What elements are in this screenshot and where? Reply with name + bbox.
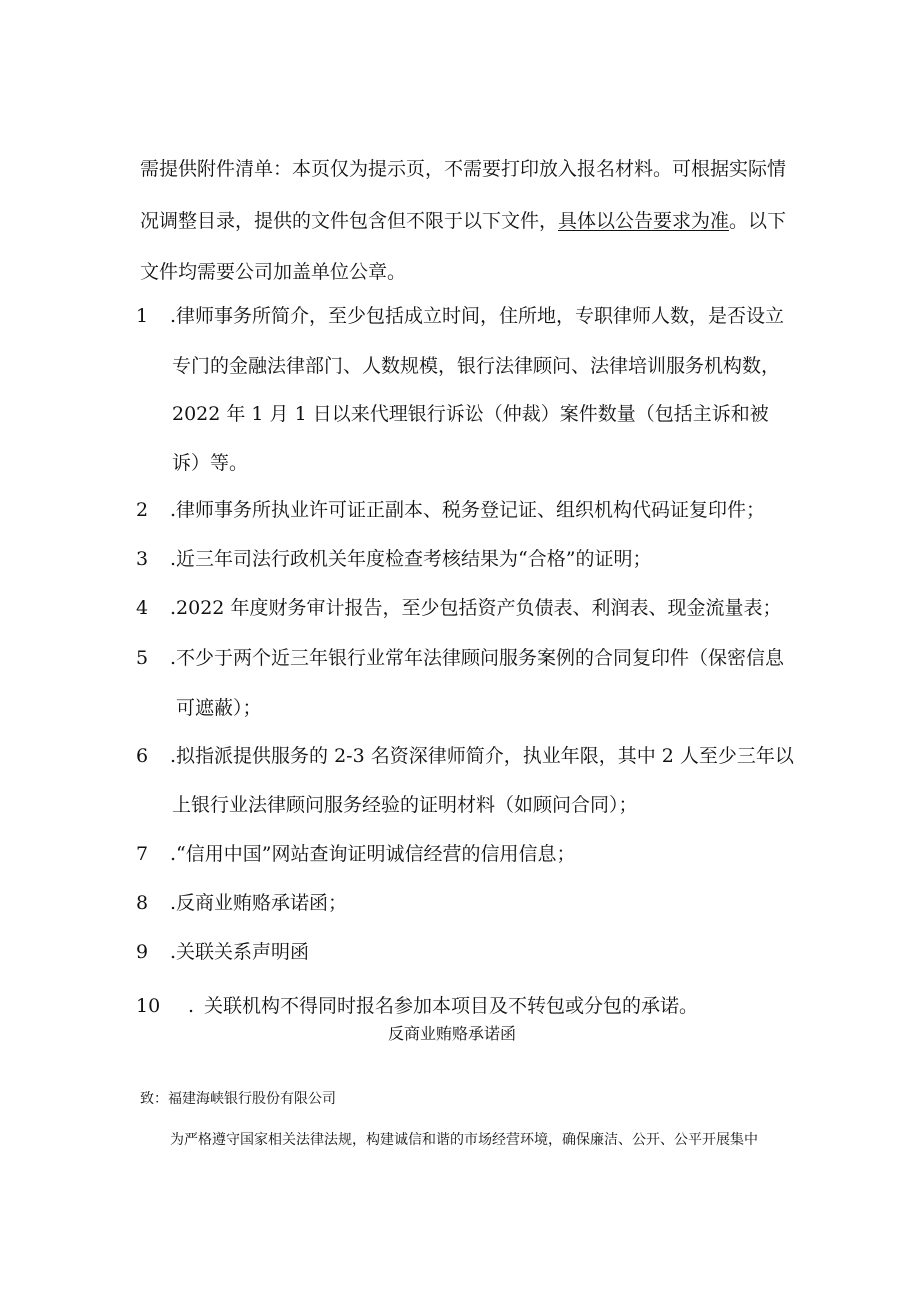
list-item-2 (136, 498, 765, 522)
intro-line-2 (140, 209, 786, 233)
list-item-1-line-4: 诉）等。 (172, 452, 249, 474)
list-item-6 (136, 744, 794, 768)
list-item-text: 近三年司法行政机关年度检查考核结果为“合格”的证明； (176, 548, 652, 570)
list-item-5 (136, 646, 784, 670)
list-item-number: 9 (136, 941, 149, 963)
list-item-text: 拟指派提供服务的 2-3 名资深律师简介，执业年限，其中 2 人至少三年以 (176, 745, 794, 767)
letter-body-line-1: 为严格遵守国家相关法律法规，构建诚信和谐的市场经营环境，确保廉洁、公开、公平开展集中 (170, 1132, 758, 1148)
letter-title: 反商业贿赂承诺函 (388, 1024, 517, 1043)
list-item-3 (136, 547, 651, 571)
list-item-number: 6 (136, 745, 149, 767)
list-item-number: 1 (136, 305, 149, 327)
list-item-number: 4 (136, 597, 149, 619)
list-item-number: 10 (136, 995, 161, 1017)
list-item-separator: . (170, 892, 177, 914)
intro-line-1: 需提供附件清单：本页仅为提示页，不需要打印放入报名材料。可根据实际情 (140, 158, 787, 180)
list-item-4 (136, 596, 781, 620)
list-item-text: 律师事务所简介，至少包括成立时间，住所地，专职律师人数，是否设立 (176, 305, 785, 327)
letter-recipient: 致：福建海峡银行股份有限公司 (140, 1091, 336, 1107)
list-item-6-line-2: 上银行业法律顾问服务经验的证明材料（如顾问合同）； (172, 794, 638, 816)
intro-line-2-text-a: 况调整目录，提供的文件包含但不限于以下文件， (140, 210, 559, 232)
list-item-separator: . (170, 745, 177, 767)
list-item-separator: . (170, 548, 177, 570)
list-item-separator: . (170, 843, 177, 865)
list-item-text: 2022 年度财务审计报告，至少包括资产负债表、利润表、现金流量表； (176, 597, 782, 619)
list-item-number: 8 (136, 892, 149, 914)
list-item-text: 关联关系声明函 (176, 941, 310, 963)
list-item-separator: . (170, 941, 177, 963)
list-item-5-line-2: 可遮蔽）； (176, 697, 262, 719)
list-item-9 (136, 940, 309, 964)
list-item-separator: . (170, 305, 177, 327)
list-item-text: 反商业贿赂承诺函； (176, 892, 348, 914)
announcement-requirement-underlined: 具体以公告要求为准 (558, 210, 730, 232)
list-item-10 (136, 994, 698, 1018)
list-item-text: 不少于两个近三年银行业常年法律顾问服务案例的合同复印件（保密信息 (176, 647, 785, 669)
list-item-text: “信用中国”网站查询证明诚信经营的信用信息； (176, 843, 576, 865)
intro-line-2-text-b: 。以下 (729, 210, 787, 232)
list-item-separator: . (188, 995, 195, 1017)
list-item-1-line-2: 专门的金融法律部门、人数规模，银行法律顾问、法律培训服务机构数， (172, 355, 781, 377)
list-item-7 (136, 842, 575, 866)
list-item-separator: . (170, 647, 177, 669)
list-item-text: 关联机构不得同时报名参加本项目及不转包或分包的承诺。 (204, 995, 699, 1017)
list-item-8 (136, 891, 347, 915)
list-item-separator: . (170, 499, 177, 521)
intro-line-3: 文件均需要公司加盖单位公章。 (140, 261, 407, 283)
list-item-number: 5 (136, 647, 149, 669)
list-item-separator: . (170, 597, 177, 619)
list-item-number: 3 (136, 548, 149, 570)
list-item-text: 律师事务所执业许可证正副本、税务登记证、组织机构代码证复印件； (176, 499, 766, 521)
list-item-number: 7 (136, 843, 149, 865)
list-item-1 (136, 304, 784, 328)
list-item-number: 2 (136, 499, 149, 521)
list-item-1-line-3: 2022 年 1 月 1 日以来代理银行诉讼（仲裁）案件数量（包括主诉和被 (172, 403, 769, 425)
